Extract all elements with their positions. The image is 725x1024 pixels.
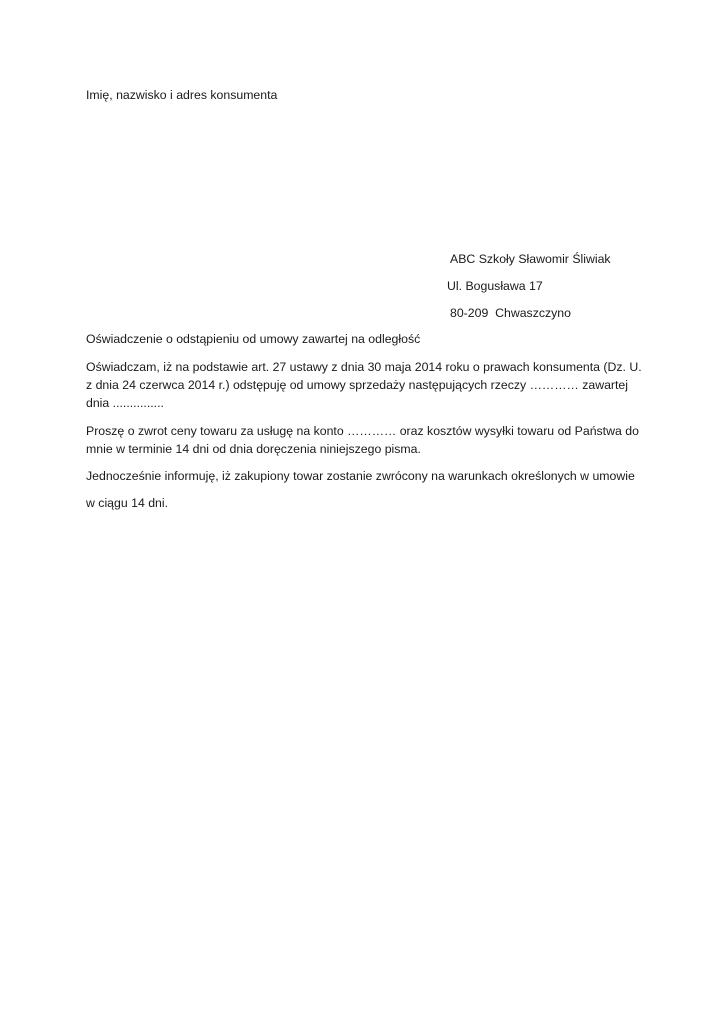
recipient-street: Ul. Bogusława 17 — [447, 279, 543, 293]
recipient-postal-city: 80-209 Chwaszczyno — [450, 306, 571, 320]
document-title: Oświadczenie o odstąpieniu od umowy zawartej na odległość — [86, 332, 421, 346]
consumer-header: Imię, nazwisko i adres konsumenta — [86, 88, 278, 102]
recipient-name: ABC Szkoły Sławomir Śliwiak — [450, 252, 611, 266]
paragraph-refund-request: Proszę o zwrot ceny towaru za usługę na konto ………… oraz kosztów wysyłki towaru od Państwa do mnie w terminie 14 dni od dnia doręczenia niniejszego pisma. — [86, 424, 639, 456]
paragraph-return-info: Jednocześnie informuję, iż zakupiony towar zostanie zwrócony na warunkach określonych w umowie — [86, 469, 635, 483]
paragraph-return-deadline: w ciągu 14 dni. — [86, 496, 169, 510]
paragraph-withdrawal-statement: Oświadczam, iż na podstawie art. 27 ustawy z dnia 30 maja 2014 roku o prawach konsumenta (Dz. U. z dnia 24 czerwca 2014 r.) odstępuję od umowy sprzedaży następujących rzeczy ………… zawartej dnia ............... — [86, 360, 642, 410]
